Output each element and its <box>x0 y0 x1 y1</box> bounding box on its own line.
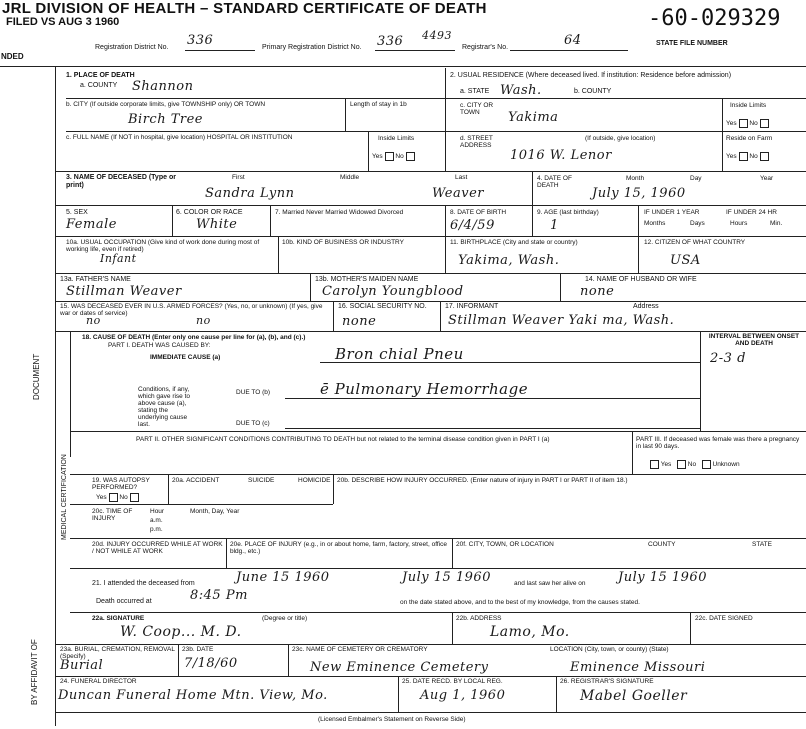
date-label: 4. DATE OF DEATH <box>537 175 572 189</box>
res-inside-checkboxes[interactable]: Yes No <box>726 119 769 128</box>
signature-label: 22a. SIGNATURE <box>92 615 145 622</box>
sex-value: Female <box>66 217 117 232</box>
dob-value: 6/4/59 <box>450 218 495 233</box>
recd-label: 25. DATE RECD. BY LOCAL REG. <box>402 678 503 685</box>
name-first-value: Sandra Lynn <box>205 186 295 201</box>
res-street-note: (If outside, give location) <box>585 135 656 142</box>
occupation-label: 10a. USUAL OCCUPATION (Give kind of work done during most of working life, even if retired) <box>66 239 260 253</box>
mother-label: 13b. MOTHER'S MAIDEN NAME <box>315 276 419 283</box>
autopsy-checkboxes[interactable]: Yes No <box>96 493 139 502</box>
primary-reg-label: Primary Registration District No. <box>262 44 362 51</box>
reg-district-value: 336 <box>187 33 214 48</box>
business-label: 10b. KIND OF BUSINESS OR INDUSTRY <box>282 239 404 246</box>
year-label: Year <box>760 175 774 182</box>
informant-address-label: Address <box>633 303 659 310</box>
recd-value: Aug 1, 1960 <box>420 688 506 703</box>
res-farm-label: Reside on Farm <box>726 135 773 142</box>
side-label-medical: MEDICAL CERTIFICATION <box>61 454 68 540</box>
birthplace-value: Yakima, Wash. <box>458 253 560 268</box>
suicide-label: SUICIDE <box>248 477 275 484</box>
under24-label: IF UNDER 24 HR <box>726 209 777 216</box>
name-label: 3. NAME OF DECEASED (Type or print) <box>66 174 176 189</box>
armed-b-value: no <box>196 314 211 327</box>
county-value: Shannon <box>132 79 194 94</box>
burial-label: 23a. BURIAL, CREMATION, REMOVAL (Specify) <box>60 646 175 660</box>
injury-state-label: STATE <box>752 541 772 548</box>
inside-limits-checkboxes[interactable]: Yes No <box>372 152 415 161</box>
due-b-label: DUE TO (b) <box>236 389 271 396</box>
mother-value: Carolyn Youngblood <box>322 284 464 299</box>
registrar-signature: Mabel Goeller <box>580 688 688 704</box>
burial-value: Burial <box>60 658 104 673</box>
injury-place-label: 20e. PLACE OF INJURY (e.g., in or about home, farm, factory, street, office bldg., etc.) <box>230 541 448 555</box>
name-last-value: Weaver <box>432 186 484 201</box>
registrar-label: 26. REGISTRAR'S SIGNATURE <box>560 678 654 685</box>
degree-label: (Degree or title) <box>262 615 308 622</box>
registrar-no-label: Registrar's No. <box>462 44 509 51</box>
state-file-number: -60-029329 <box>648 6 781 31</box>
statement-text: on the date stated above, and to the best of my knowledge, from the causes stated. <box>400 599 640 606</box>
res-street-label: d. STREET ADDRESS <box>460 135 493 149</box>
attended-to-value: July 15 1960 <box>402 570 491 585</box>
cemetery-value: New Eminence Cemetery <box>310 660 489 675</box>
age-label: 9. AGE (last birthday) <box>537 209 599 216</box>
ssn-value: none <box>342 314 377 329</box>
res-state-value: Wash. <box>500 83 542 98</box>
dob-label: 8. DATE OF BIRTH <box>450 209 507 216</box>
mdy-label: Month, Day, Year <box>190 508 240 515</box>
armed-a-value: no <box>86 314 101 327</box>
occurred-at-label: Death occurred at <box>96 598 152 605</box>
race-label: 6. COLOR OR RACE <box>176 209 243 216</box>
pm-label: p.m. <box>150 526 163 533</box>
accident-label: 20a. ACCIDENT <box>172 477 220 484</box>
side-label-affidavit: BY AFFIDAVIT OF <box>30 639 39 705</box>
county-label: a. COUNTY <box>80 82 118 89</box>
marital-status: 7. Married Never Married Widowed Divorced <box>275 209 404 216</box>
part3-label: PART III. If deceased was female was there a pregnancy in last 90 days. <box>636 436 800 450</box>
filed-stamp: FILED VS AUG 3 1960 <box>6 16 120 28</box>
director-value: Duncan Funeral Home Mtn. View, Mo. <box>58 688 328 703</box>
month-label: Month <box>626 175 645 182</box>
city-value: Birch Tree <box>128 112 203 127</box>
cemetery-label: 23c. NAME OF CEMETERY OR CREMATORY <box>292 646 428 653</box>
primary-reg-extra: 4493 <box>422 29 452 42</box>
immediate-cause-label: IMMEDIATE CAUSE (a) <box>150 354 221 361</box>
residence-label: 2. USUAL RESIDENCE (Where deceased lived. If institution: Residence before admission) <box>450 72 732 79</box>
inside-limits-label: Inside Limits <box>378 135 415 142</box>
injury-county-label: COUNTY <box>648 541 676 548</box>
autopsy-label: 19. WAS AUTOPSY PERFORMED? <box>92 477 150 491</box>
informant-value: Stillman Weaver Yaki ma, Wash. <box>448 313 675 328</box>
spouse-value: none <box>580 284 615 299</box>
describe-label: 20b. DESCRIBE HOW INJURY OCCURRED. (Enter nature of injury in PART I or PART II of item 18.) <box>337 477 628 484</box>
interval-value: 2-3 d <box>710 351 746 366</box>
middle-label: Middle <box>340 174 360 181</box>
immediate-cause-value: Bron chial Pneu <box>335 345 464 363</box>
side-label-document: DOCUMENT <box>32 353 41 400</box>
citizen-label: 12. CITIZEN OF WHAT COUNTRY <box>644 239 746 246</box>
burial-date-label: 23b. DATE <box>182 646 214 653</box>
am-label: a.m. <box>150 517 163 524</box>
res-state-label: a. STATE <box>460 88 490 95</box>
hospital-label: c. FULL NAME (If NOT in hospital, give location) HOSPITAL OR INSTITUTION <box>66 134 293 141</box>
race-value: White <box>196 217 238 232</box>
homicide-label: HOMICIDE <box>298 477 331 484</box>
res-county-label: b. COUNTY <box>574 88 612 95</box>
hours-label: Hours <box>730 220 748 227</box>
director-label: 24. FUNERAL DIRECTOR <box>60 678 137 685</box>
hour-label: Hour <box>150 508 165 515</box>
physician-signature: W. Coop... M. D. <box>120 624 242 640</box>
place-of-death-label: 1. PLACE OF DEATH <box>66 72 135 79</box>
burial-date-value: 7/18/60 <box>184 656 238 671</box>
father-value: Stillman Weaver <box>66 284 182 299</box>
citizen-value: USA <box>670 253 701 268</box>
city-label: b. CITY (If outside corporate limits, give TOWNSHIP only) OR TOWN <box>66 101 266 108</box>
occurred-at-value: 8:45 Pm <box>190 588 248 603</box>
pregnancy-checkboxes[interactable]: Yes No Unknown <box>648 460 740 469</box>
physician-address-value: Lamo, Mo. <box>490 624 570 640</box>
date-signed-label: 22c. DATE SIGNED <box>695 615 753 622</box>
stay-label: Length of stay in 1b <box>350 101 407 108</box>
left-edge-text: NDED <box>1 52 24 61</box>
cause-label: 18. CAUSE OF DEATH (Enter only one cause per line for (a), (b), and (c).) <box>82 334 306 341</box>
age-value: 1 <box>550 218 559 233</box>
birthplace-label: 11. BIRTHPLACE (City and state or country) <box>450 239 578 246</box>
armed-label: 15. WAS DECEASED EVER IN U.S. ARMED FORCES? (Yes, no, or unknown) (If yes, give war or dates of service) <box>60 303 323 317</box>
under1-label: IF UNDER 1 YEAR <box>644 209 700 216</box>
father-label: 13a. FATHER'S NAME <box>60 276 131 283</box>
res-city-value: Yakima <box>508 110 559 125</box>
certificate-title: JRL DIVISION OF HEALTH – STANDARD CERTIFICATE OF DEATH <box>2 0 487 17</box>
location-label: LOCATION (City, town, or county) (State) <box>550 646 669 653</box>
days-label: Days <box>690 220 705 227</box>
first-label: First <box>232 174 245 181</box>
injury-city-label: 20f. CITY, TOWN, OR LOCATION <box>456 541 554 548</box>
day-label: Day <box>690 175 702 182</box>
part2-label: PART II. OTHER SIGNIFICANT CONDITIONS CONTRIBUTING TO DEATH but not related to the terminal disease condition given in PART I (a) <box>136 436 550 443</box>
cause-part1-label: PART I. DEATH WAS CAUSED BY: <box>108 342 211 349</box>
res-street-value: 1016 W. Lenor <box>510 148 612 163</box>
attended-from-value: June 15 1960 <box>236 570 330 585</box>
res-inside-limits: Inside Limits <box>730 102 767 109</box>
last-seen-label: and last saw her alive on <box>514 580 586 587</box>
primary-reg-value: 336 <box>377 34 404 49</box>
spouse-label: 14. NAME OF HUSBAND OR WIFE <box>585 276 697 283</box>
state-file-label: STATE FILE NUMBER <box>656 40 728 47</box>
occupation-value: Infant <box>100 252 137 265</box>
location-value: Eminence Missouri <box>570 660 706 675</box>
footer-note: (Licensed Embalmer's Statement on Reverse Side) <box>318 716 466 723</box>
attended-label: 21. I attended the deceased from <box>92 580 195 587</box>
injury-work-label: 20d. INJURY OCCURRED WHILE AT WORK / NOT WHILE AT WORK <box>92 541 223 555</box>
sex-label: 5. SEX <box>66 209 88 216</box>
reg-district-label: Registration District No. <box>95 44 169 51</box>
date-of-death-value: July 15, 1960 <box>592 186 686 201</box>
last-seen-value: July 15 1960 <box>618 570 707 585</box>
last-label: Last <box>455 174 468 181</box>
time-label: 20c. TIME OF INJURY <box>92 508 133 522</box>
min-label: Min. <box>770 220 783 227</box>
ssn-label: 16. SOCIAL SECURITY NO. <box>338 303 427 310</box>
months-label: Months <box>644 220 666 227</box>
due-c-label: DUE TO (c) <box>236 420 270 427</box>
conditions-label: Conditions, if any, which gave rise to above cause (a), stating the underlying cause last. <box>138 386 191 428</box>
due-b-value: ē Pulmonary Hemorrhage <box>320 380 529 398</box>
interval-label: INTERVAL BETWEEN ONSET AND DEATH <box>708 333 800 347</box>
physician-address-label: 22b. ADDRESS <box>456 615 502 622</box>
informant-label: 17. INFORMANT <box>445 303 499 310</box>
res-farm-checkboxes[interactable]: Yes No <box>726 152 769 161</box>
registrar-no-value: 64 <box>564 33 582 48</box>
res-city-label: c. CITY OR TOWN <box>460 102 494 116</box>
